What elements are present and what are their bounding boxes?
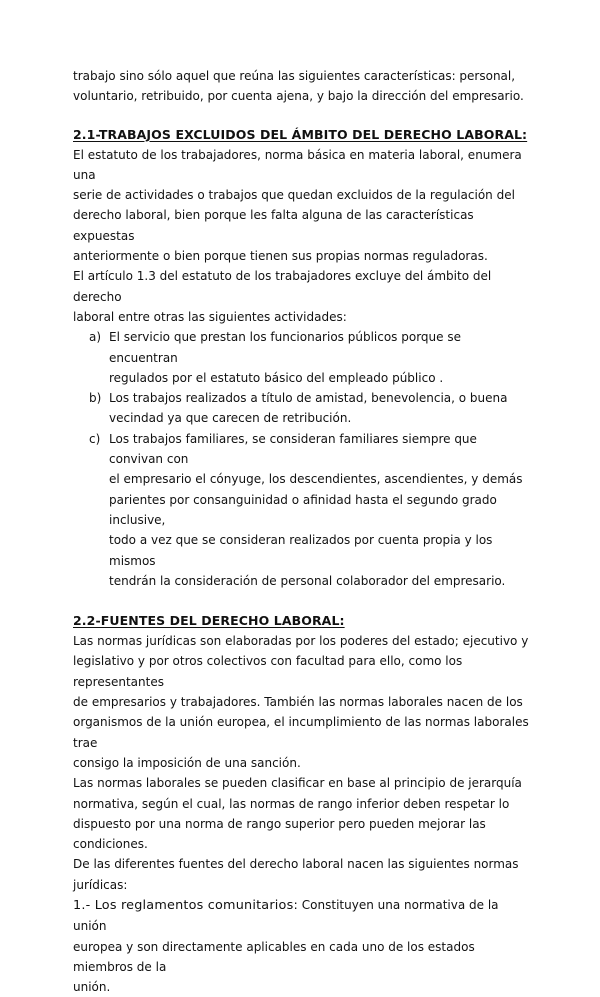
text-line: jurídicas: [73,877,128,892]
text-line: consigo la imposición de una sanción. [73,755,301,770]
text-line: organismos de la unión europea, el incumplimiento de las normas laborales trae [73,715,529,750]
document-page [73,66,533,997]
text-line: Los trabajos realizados a título de amistad, benevolencia, o buena [109,391,508,406]
text-line: trabajo sino sólo aquel que reúna las siguientes características: personal, [73,69,516,83]
text-line: El servicio que prestan los funcionarios públicos porque se encuentran [109,330,461,365]
intro-paragraph [73,66,533,107]
text-line: regulados por el estatuto básico del empleado público . [109,370,444,385]
text-line: De las diferentes fuentes del derecho laboral nacen las siguientes normas [73,857,519,872]
section-heading-excluded-work: 2.1-TRABAJOS EXCLUIDOS DEL ÁMBITO DEL DERECHO LABORAL: [73,126,528,142]
text-line: legislativo y por otros colectivos con facultad para ello, como los representantes [73,654,463,689]
list-marker: b) [89,391,102,406]
section-1-paragraph-1 [73,145,533,267]
numbered-item-title: 1.- Los reglamentos comunitarios: [73,897,298,913]
section-2-paragraph-2 [73,773,533,854]
text-line: Las normas laborales se pueden clasificar en base al principio de jerarquía [73,776,522,791]
list-marker: a) [89,330,102,345]
text-line: serie de actividades o trabajos que quedan excluidos de la regulación del [73,188,515,203]
text-line: laboral entre otras las siguientes actividades: [73,309,347,324]
text-line: anteriormente o bien porque tienen sus propias normas reguladoras. [73,249,488,264]
section-2-paragraph-1 [73,631,533,773]
text-line: derecho laboral, bien porque les falta alguna de las características expuestas [73,208,474,243]
text-line: de empresarios y trabajadores. También las normas laborales nacen de los [73,695,523,710]
text-line: Constituyen una normativa de la unión [73,897,499,934]
text-line: Los trabajos familiares, se consideran familiares siempre que convivan con [109,431,477,467]
text-line: tendrán la consideración de personal colaborador del empresario. [109,573,506,588]
section-1-paragraph-2 [73,266,533,327]
text-line: dispuesto por una norma de rango superior pero pueden mejorar las condiciones. [73,816,486,852]
list-marker: c) [89,431,101,446]
text-line: vecindad ya que carecen de retribución. [109,411,352,426]
text-line: europea y son directamente aplicables en cada uno de los estados miembros de la [73,939,475,974]
text-line: Las normas jurídicas son elaboradas por los poderes del estado; ejecutivo y [73,634,529,649]
numbered-item-regulations [73,895,533,997]
section-2-paragraph-3 [73,854,533,895]
text-line: parientes por consanguinidad o afinidad hasta el segundo grado inclusive, [109,492,497,527]
text-line: voluntario, retribuido, por cuenta ajena, y bajo la dirección del empresario. [73,89,524,104]
list-item [73,388,533,429]
list-item [73,327,533,388]
excluded-activities-list [73,327,533,591]
text-line: unión. [73,980,111,995]
text-line: normativa, según el cual, las normas de rango inferior deben respetar lo [73,796,510,811]
section-heading-sources: 2.2-FUENTES DEL DERECHO LABORAL: [73,613,345,629]
text-line: todo a vez que se consideran realizados por cuenta propia y los mismos [109,533,493,568]
text-line: el empresario el cónyuge, los descendientes, ascendientes, y demás [109,472,523,487]
list-item [73,429,533,591]
text-line: El artículo 1.3 del estatuto de los trabajadores excluye del ámbito del derecho [73,269,492,304]
text-line: El estatuto de los trabajadores, norma básica en materia laboral, enumera una [73,147,522,182]
